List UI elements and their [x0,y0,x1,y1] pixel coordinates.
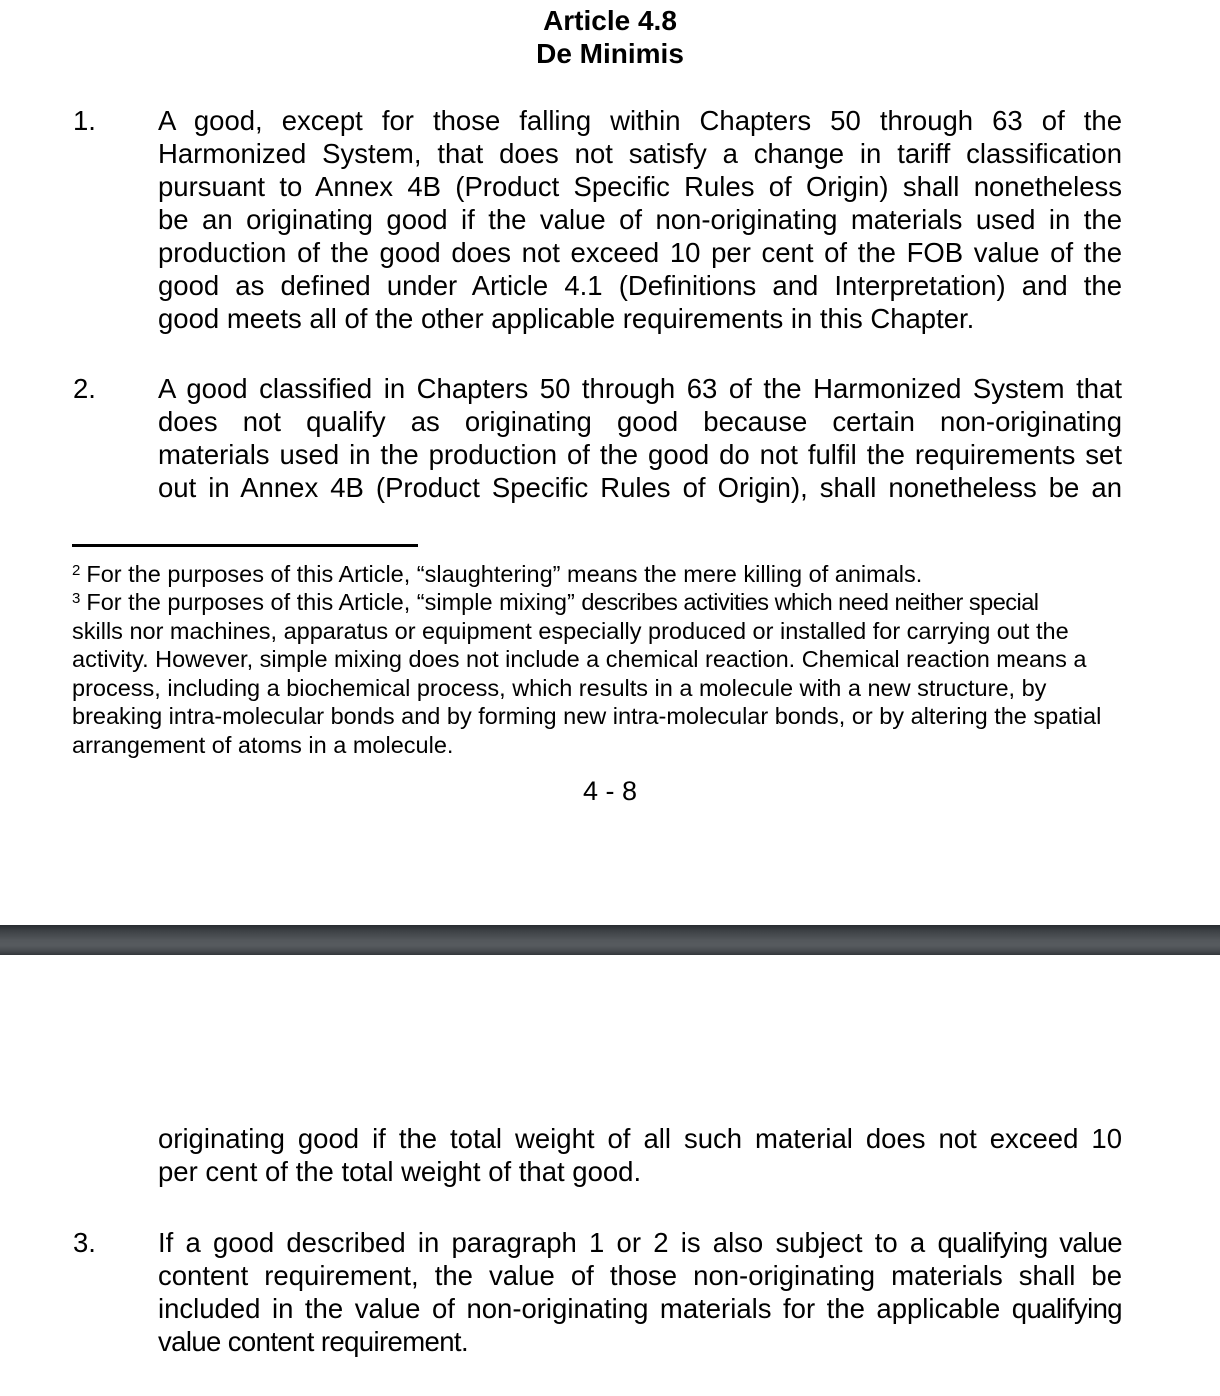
page-separator-bar [0,925,1220,955]
text-line: A good classified in Chapters 50 through 63 of the Harmonized System that [158,373,1122,404]
paragraph-1-body [158,104,1122,335]
paragraph-2-continuation [158,1122,1122,1188]
text-segment: If a good described in paragraph 1 or 2 is also subject to a [158,1227,938,1258]
footnote-3-line: process, including a biochemical process, which results in a molecule with a new structure, by [72,674,1047,701]
paragraph-2-number: 2. [73,373,96,404]
text-line [158,1226,1122,1259]
text-line: content requirement, the value of those non-originating materials shall be [158,1260,1122,1291]
article-title-heading: De Minimis [536,38,684,69]
text-line: Harmonized System, that does not satisfy a change in tariff classification [158,138,1122,169]
text-line: good as defined under Article 4.1 (Definitions and Interpretation) and the [158,270,1122,301]
text-line: A good, except for those falling within Chapters 50 through 63 of the [158,105,1122,136]
text-line: out in Annex 4B (Product Specific Rules of Origin), shall nonetheless be an [158,472,1122,503]
footnote-3-line: skills nor machines, apparatus or equipment especially produced or installed for carrying out the [72,617,1069,644]
text-segment: qualifying [1011,1293,1122,1324]
text-line: good meets all of the other applicable requirements in this Chapter. [158,303,975,334]
footnote-3-line [72,585,1152,617]
text-line: materials used in the production of the good do not fulfil the requirements set [158,439,1122,470]
paragraph-1 [73,104,1122,335]
text-line: value content requirement. [158,1326,469,1357]
paragraph-3 [73,1226,1122,1358]
text-line: production of the good does not exceed 10 per cent of the FOB value of the [158,237,1122,268]
text-line: be an originating good if the value of non-originating materials used in the [158,204,1122,235]
footnote-3-line: breaking intra-molecular bonds and by forming new intra-molecular bonds, or by altering the spatial [72,703,1102,729]
paragraph-2 [73,372,1122,504]
paragraph-2-body [158,372,1122,504]
footnote-2-marker: 2 [72,562,81,579]
footnote-3-text: describes activities which need neither special [581,589,1039,615]
footnote-3-text: For the purposes of this Article, “simple mixing” [86,589,582,615]
paragraph-3-number: 3. [73,1227,96,1258]
paragraph-3-body [158,1226,1122,1358]
text-line: per cent of the total weight of that good. [158,1156,642,1187]
footnote-2-line [72,557,1152,589]
footnote-3-line: activity. However, simple mixing does not include a chemical reaction. Chemical reaction means a [72,646,1087,672]
page-number: 4 - 8 [582,776,638,806]
text-line [158,1292,1122,1325]
text-segment: qualifying value [937,1227,1122,1258]
paragraph-1-number: 1. [73,105,96,136]
text-line: does not qualify as originating good because certain non-originating [158,406,1122,437]
footnote-2-text: For the purposes of this Article, “slaughtering” means the mere killing of animals. [86,561,923,587]
article-number-heading: Article 4.8 [543,5,677,36]
footnote-3 [72,585,1152,759]
footnote-separator-rule [72,544,418,547]
text-line: originating good if the total weight of all such material does not exceed 10 [158,1123,1122,1154]
article-heading [0,4,1220,70]
text-segment: included in the value of non-originating materials for the applicable [158,1293,1012,1324]
footnote-3-marker: 3 [72,590,81,607]
text-line: pursuant to Annex 4B (Product Specific Rules of Origin) shall nonetheless [158,171,1122,202]
footnote-3-line: arrangement of atoms in a molecule. [72,731,454,758]
footnote-2 [72,557,1152,589]
